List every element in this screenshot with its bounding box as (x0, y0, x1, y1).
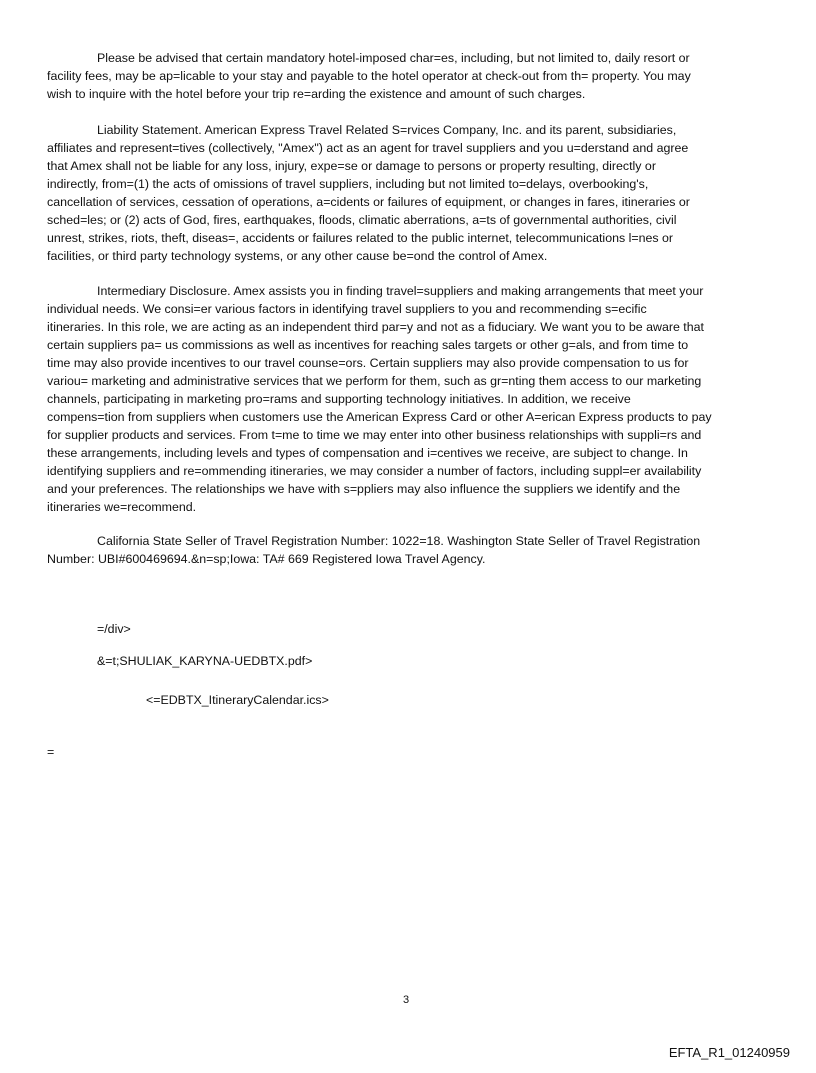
paragraph-line: time may also provide incentives to our travel counse=ors. Certain suppliers may also provide compensation to us for (47, 356, 689, 370)
paragraph-line: itineraries. In this role, we are acting as an independent third par=y and not as a fiduciary. We want you to be aware that (47, 320, 704, 334)
paragraph-line: individual needs. We consi=er various factors in identifying travel suppliers to you and recommending s=ecific (47, 302, 647, 316)
paragraph-line: cancellation of services, cessation of operations, a=cidents or failures of equipment, or changes in fares, itineraries or (47, 195, 690, 209)
trailing-equals: = (47, 745, 55, 759)
paragraph-line: itineraries we=recommend. (47, 500, 197, 514)
paragraph-line: California State Seller of Travel Registration Number: 1022=18. Washington State Seller of Travel Registration (97, 534, 701, 548)
paragraph-line: and your preferences. The relationships we have with s=ppliers may also influence the suppliers we identify and the (47, 482, 681, 496)
paragraph-line: facilities, or third party technology systems, or any other cause be=ond the control of Amex. (47, 249, 548, 263)
paragraph-line: sched=les; or (2) acts of God, fires, earthquakes, floods, climatic aberrations, a=ts of governmental authorities, civil (47, 213, 677, 227)
bates-number: EFTA_R1_01240959 (668, 1045, 790, 1060)
paragraph-line: for supplier products and services. From t=me to time we may enter into other business relationships with suppli=rs and (47, 428, 702, 442)
paragraph-line: wish to inquire with the hotel before your trip re=arding the existence and amount of such charges. (47, 87, 586, 101)
paragraph-line: certain suppliers pa= us commissions as well as incentives for reaching sales targets or other g=als, and from time to (47, 338, 689, 352)
paragraph-line: variou= marketing and administrative services that we perform for them, such as gr=nting them access to our marketing (47, 374, 702, 388)
paragraph (47, 532, 787, 568)
paragraph (47, 121, 787, 265)
attachment-ics: <=EDBTX_ItineraryCalendar.ics> (146, 693, 329, 707)
page-number: 3 (403, 994, 410, 1006)
paragraph-line: Liability Statement. American Express Travel Related S=rvices Company, Inc. and its parent, subsidiaries, (97, 123, 677, 137)
paragraph-line: Intermediary Disclosure. Amex assists you in finding travel=suppliers and making arrangements that meet your (97, 284, 704, 298)
paragraph-line: Number: UBI#600469694.&n=sp;Iowa: TA# 669 Registered Iowa Travel Agency. (47, 552, 486, 566)
paragraph-line: indirectly, from=(1) the acts of omissions of travel suppliers, including but not limited to=delays, overbooking's, (47, 177, 649, 191)
paragraph-line: facility fees, may be ap=licable to your stay and payable to the hotel operator at check-out from th= property. You may (47, 69, 691, 83)
paragraph-line: Please be advised that certain mandatory hotel-imposed char=es, including, but not limited to, daily resort or (97, 51, 690, 65)
paragraph-line: channels, participating in marketing pro=rams and supporting technology initiatives. In addition, we receive (47, 392, 631, 406)
paragraph-line: affiliates and represent=tives (collectively, "Amex") act as an agent for travel suppliers and you u=derstand and agree (47, 141, 689, 155)
paragraph-line: that Amex shall not be liable for any loss, injury, expe=se or damage to persons or property resulting, directly or (47, 159, 656, 173)
paragraph-line: these arrangements, including levels and types of compensation and i=centives we receive, are subject to change. In (47, 446, 688, 460)
div-close-text: =/div> (97, 622, 131, 636)
paragraph (47, 282, 787, 516)
paragraph-line: compens=tion from suppliers when customers use the American Express Card or other A=erican Express products to pay (47, 410, 712, 424)
paragraph-line: unrest, strikes, riots, theft, diseas=, accidents or failures related to the public internet, telecommunications l=nes or (47, 231, 674, 245)
paragraph (47, 49, 787, 103)
paragraph-line: identifying suppliers and re=ommending itineraries, we may consider a number of factors, including suppl=er availability (47, 464, 702, 478)
attachment-pdf: &=t;SHULIAK_KARYNA-UEDBTX.pdf> (97, 654, 313, 668)
